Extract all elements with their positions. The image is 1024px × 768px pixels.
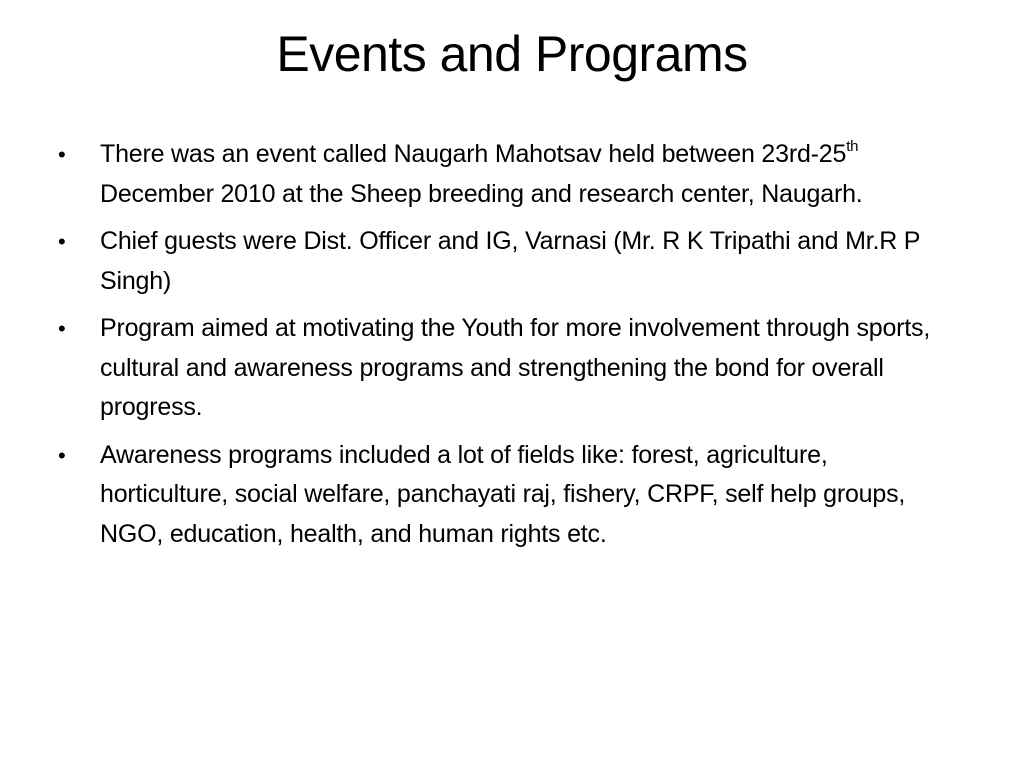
bullet-text: Awareness programs included a lot of fields like: forest, agriculture, horticulture, social welfare, panchayati raj, fishery, CRPF, self help groups, NGO, education, health, and human rights etc. bbox=[100, 440, 906, 548]
bullet-text: Chief guests were Dist. Officer and IG, Varnasi (Mr. R K Tripathi and Mr.R P Singh) bbox=[100, 227, 920, 295]
bullet-icon: • bbox=[58, 142, 66, 167]
bullet-item-event bbox=[58, 135, 958, 214]
bullet-item-chief-guests bbox=[58, 222, 958, 301]
ordinal-superscript: th bbox=[846, 137, 859, 155]
bullet-text-part: There was an event called Naugarh Mahotsav held between 23rd-25 bbox=[100, 140, 847, 168]
bullet-text-part: December 2010 at the Sheep breeding and research center, Naugarh. bbox=[100, 179, 863, 208]
bullet-text: Program aimed at motivating the Youth for more involvement through sports, cultural and awareness programs and strengthening the bond for overall progress. bbox=[100, 314, 931, 421]
bullet-item-program-aim bbox=[58, 309, 958, 428]
bullet-icon: • bbox=[58, 316, 66, 341]
slide-title: Events and Programs bbox=[276, 26, 748, 82]
bullet-item-awareness bbox=[58, 436, 958, 555]
bullet-icon: • bbox=[58, 229, 66, 254]
bullet-list bbox=[58, 135, 958, 562]
bullet-icon: • bbox=[58, 442, 66, 468]
